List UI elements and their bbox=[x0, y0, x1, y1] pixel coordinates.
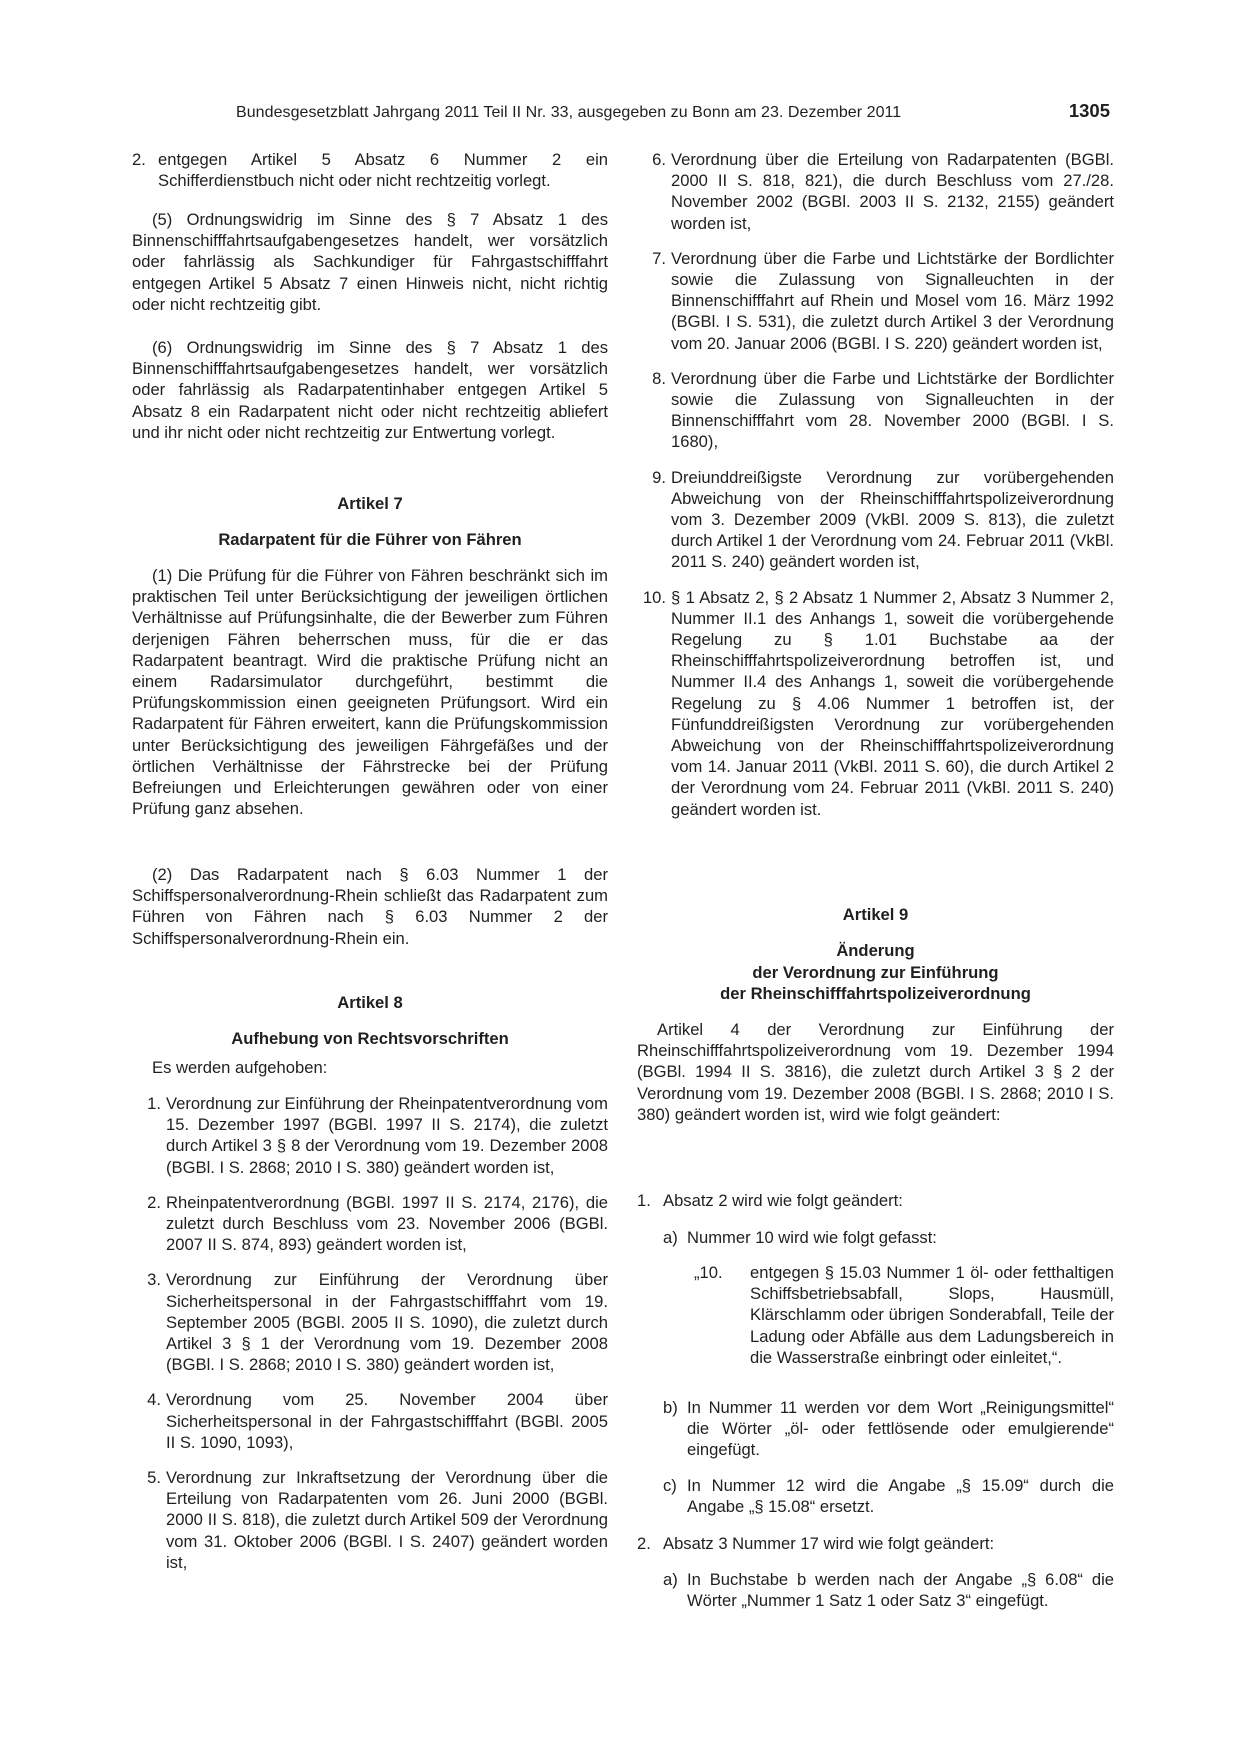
item-text: Nummer 10 wird wie folgt gefasst: bbox=[687, 1228, 937, 1247]
item-number: „10. bbox=[694, 1263, 723, 1282]
list-item bbox=[132, 1192, 608, 1256]
item-letter: c) bbox=[663, 1476, 677, 1495]
item-letter: a) bbox=[663, 1228, 678, 1247]
repealed-list bbox=[132, 1093, 608, 1587]
item-text: Absatz 3 Nummer 17 wird wie folgt geändert: bbox=[663, 1534, 995, 1553]
item-number: 10. bbox=[642, 587, 666, 607]
list-item bbox=[637, 467, 1114, 573]
list-item bbox=[663, 1475, 1114, 1517]
item-number: 4. bbox=[147, 1390, 161, 1410]
article-7-heading: Artikel 7 bbox=[337, 494, 403, 513]
item-text: Verordnung zur Inkraftsetzung der Verordnung über die Erteilung von Radarpatenten vom 26. Juni 2000 (BGBl. 2000 II S. 818), die zuletzt durch Artikel 509 der Verordnung vom 31. Oktober 2006 (BGBl. I S. 2407) geändert worden ist, bbox=[166, 1468, 608, 1572]
list-item bbox=[637, 587, 1114, 820]
item-text: Verordnung vom 25. November 2004 über Sicherheitspersonal in der Fahrgastschifffahrt (BGBl. 2005 II S. 1090, 1093), bbox=[166, 1390, 608, 1452]
item-number: 9. bbox=[652, 467, 666, 487]
list-item bbox=[637, 1533, 1114, 1554]
item-number: 1. bbox=[637, 1191, 651, 1210]
header-title: Bundesgesetzblatt Jahrgang 2011 Teil II Nr. 33, ausgegeben zu Bonn am 23. Dezember 2011 bbox=[236, 104, 902, 121]
item-text: Dreiunddreißigste Verordnung zur vorübergehenden Abweichung von der Rheinschifffahrtspolizeiverordnung vom 3. Dezember 2009 (VkBl. 2009 S. 813), die zuletzt durch Artikel 1 der Verordnung vom 24. Februar 2011 (VkBl. 2011 S. 240) geändert worden ist, bbox=[671, 467, 1114, 572]
list-item bbox=[132, 1467, 608, 1573]
article-7-paragraph-2: (2) Das Radarpatent nach § 6.03 Nummer 1 der Schiffspersonalverordnung-Rhein schließt das Radarpatent zum Führen von Fähren nach § 6.03 Nummer 2 der Schiffspersonalverordnung-Rhein ein. bbox=[132, 865, 608, 948]
list-item bbox=[663, 1569, 1114, 1611]
item-number: 2. bbox=[132, 150, 146, 169]
article-9-title-line: der Rheinschifffahrtspolizeiverordnung bbox=[720, 984, 1031, 1003]
article-9-title-line: Änderung bbox=[836, 941, 915, 960]
item-number: 5. bbox=[147, 1468, 161, 1488]
article-9-title bbox=[637, 940, 1114, 1005]
item-text: Verordnung über die Farbe und Lichtstärke der Bordlichter sowie die Zulassung von Signalleuchten in der Binnenschifffahrt auf Rhein und Mosel vom 16. März 1992 (BGBl. I S. 531), die zuletzt durch Artikel 3 der Verordnung vom 20. Januar 2006 (BGBl. I S. 220) geändert worden ist, bbox=[671, 248, 1114, 353]
list-item bbox=[132, 1269, 608, 1375]
item-text: Rheinpatentverordnung (BGBl. 1997 II S. 2174, 2176), die zuletzt durch Beschluss vom 23. November 2006 (BGBl. 2007 II S. 874, 893) geändert worden ist, bbox=[166, 1192, 608, 1255]
list-item bbox=[637, 1190, 1114, 1211]
list-item bbox=[132, 1093, 608, 1178]
item-text: Verordnung zur Einführung der Verordnung über Sicherheitspersonal in der Fahrgastschifffahrt vom 19. September 2005 (BGBl. 2005 II S. 1090), die zuletzt durch Artikel 3 § 1 der Verordnung vom 19. Dezember 2008 (BGBl. I S. 2868; 2010 I S. 380) geändert worden ist, bbox=[166, 1270, 608, 1375]
item-letter: b) bbox=[663, 1398, 678, 1417]
item-text: entgegen Artikel 5 Absatz 6 Nummer 2 ein Schifferdienstbuch nicht oder nicht rechtzeitig vorlegt. bbox=[158, 150, 608, 191]
item-number: 2. bbox=[147, 1192, 161, 1212]
item-text: In Nummer 11 werden vor dem Wort „Reinigungsmittel“ die Wörter „öl- oder fettlösende oder emulgierende“ eingefügt. bbox=[687, 1398, 1114, 1460]
item-text: In Buchstabe b werden nach der Angabe „§ 6.08“ die Wörter „Nummer 1 Satz 1 oder Satz 3“ eingefügt. bbox=[687, 1570, 1114, 1611]
item-text: Verordnung über die Farbe und Lichtstärke der Bordlichter sowie die Zulassung von Signalleuchten in der Binnenschifffahrt vom 28. November 2000 (BGBl. I S. 1680), bbox=[671, 368, 1114, 452]
paragraph-5: (5) Ordnungswidrig im Sinne des § 7 Absatz 1 des Binnenschifffahrtsaufgabengesetzes handelt, wer vorsätzlich oder fahrlässig als Sachkundiger für Fahrgastschifffahrt entgegen Artikel 5 Absatz 7 einen Hinweis nicht, nicht richtig oder nicht rechtzeitig gibt. bbox=[132, 210, 608, 314]
article-9-intro: Artikel 4 der Verordnung zur Einführung der Rheinschifffahrtspolizeiverordnung vom 19. Dezember 1994 (BGBl. 1994 II S. 3816), die zuletzt durch Artikel 3 § 2 der Verordnung vom 19. Dezember 2008 (BGBl. I S. 2868; 2010 I S. 380) geändert worden ist, wird wie folgt geändert: bbox=[637, 1020, 1114, 1124]
list-item bbox=[637, 368, 1114, 453]
page-header bbox=[236, 100, 1110, 126]
list-item bbox=[637, 149, 1114, 234]
paragraph-6: (6) Ordnungswidrig im Sinne des § 7 Absatz 1 des Binnenschifffahrtsaufgabengesetzes handelt, wer vorsätzlich oder fahrlässig als Radarpatentinhaber entgegen Artikel 5 Absatz 8 ein Radarpatent nicht oder nicht rechtzeitig abliefert und ihr nicht oder nicht rechtzeitig zur Entwertung vorlegt. bbox=[132, 338, 608, 442]
article-9-title-line: der Verordnung zur Einführung bbox=[752, 962, 999, 982]
list-item bbox=[637, 248, 1114, 354]
article-8-title: Aufhebung von Rechtsvorschriften bbox=[231, 1029, 509, 1048]
article-8-heading: Artikel 8 bbox=[337, 993, 403, 1012]
item-number: 6. bbox=[652, 150, 666, 169]
item-letter: a) bbox=[663, 1570, 678, 1589]
item-number: 1. bbox=[147, 1094, 161, 1113]
article-8-intro: Es werden aufgehoben: bbox=[152, 1058, 328, 1077]
list-item bbox=[132, 1389, 608, 1453]
article-9-heading: Artikel 9 bbox=[842, 905, 909, 924]
item-text: Verordnung über die Erteilung von Radarpatenten (BGBl. 2000 II S. 818, 821), die durch Beschluss vom 27./28. November 2002 (BGBl. 2003 II S. 2132, 2155) geändert worden ist, bbox=[671, 150, 1114, 233]
quoted-item bbox=[694, 1262, 1114, 1368]
page-number: 1305 bbox=[1068, 100, 1110, 121]
list-item bbox=[663, 1227, 1114, 1248]
item-number: 2. bbox=[637, 1534, 651, 1553]
item-number: 7. bbox=[652, 248, 666, 268]
article-7-title: Radarpatent für die Führer von Fähren bbox=[218, 530, 522, 549]
item-number: 3. bbox=[147, 1270, 161, 1290]
item-text: § 1 Absatz 2, § 2 Absatz 1 Nummer 2, Absatz 3 Nummer 2, Nummer II.1 des Anhangs 1, soweit die vorübergehende Regelung zu § 1.01 Buchstabe aa der Rheinschifffahrtspolizeiverordnung betroffen ist, und Nummer II.4 des Anhangs 1, soweit die vorübergehende Regelung zu § 4.06 Nummer 1 betroffen ist, der Fünfunddreißigsten Verordnung zur vorübergehenden Abweichung von der Rheinschifffahrtspolizeiverordnung vom 14. Januar 2011 (VkBl. 2011 S. 60), die durch Artikel 2 der Verordnung vom 24. Februar 2011 (VkBl. 2011 S. 240) geändert worden ist. bbox=[671, 587, 1114, 819]
item-text: Absatz 2 wird wie folgt geändert: bbox=[663, 1191, 903, 1210]
list-item bbox=[132, 149, 608, 191]
item-text: In Nummer 12 wird die Angabe „§ 15.09“ durch die Angabe „§ 15.08“ ersetzt. bbox=[687, 1476, 1114, 1517]
article-7-paragraph-1: (1) Die Prüfung für die Führer von Fähren beschränkt sich im praktischen Teil unter Berücksichtigung der jeweiligen örtlichen Verhältnisse auf Prüfungsinhalte, die der Bewerber zum Führen derjenigen Fähren beherrschen muss, für die er das Radarpatent beantragt. Wird die praktische Prüfung nicht an einem Radarsimulator durchgeführt, bestimmt die Prüfungskommission einen geeigneten Prüfungsort. Wird ein Radarpatent für Fähren erweitert, kann die Prüfungskommission unter Berücksichtigung des jeweiligen Fährgefäßes und der örtlichen Verhältnisse der Fährstrecke bei der Prüfung Befreiungen und Erleichterungen gewähren oder von einer Prüfung ganz absehen. bbox=[132, 566, 608, 819]
repealed-list-continued bbox=[637, 149, 1114, 834]
item-text: entgegen § 15.03 Nummer 1 öl- oder fetthaltigen Schiffsbetriebsabfall, Slops, Hausmüll, Klärschlamm oder übrigen Sonderabfall, Teile der Ladung oder Abfälle aus dem Ladungsbereich in die Wasserstraße einbringt oder einleitet,“. bbox=[750, 1263, 1114, 1367]
item-number: 8. bbox=[652, 368, 666, 388]
list-item bbox=[663, 1397, 1114, 1461]
item-text: Verordnung zur Einführung der Rheinpatentverordnung vom 15. Dezember 1997 (BGBl. 1997 II S. 2174), die zuletzt durch Artikel 3 § 8 der Verordnung vom 19. Dezember 2008 (BGBl. I S. 2868; 2010 I S. 380) geändert worden ist, bbox=[166, 1094, 608, 1177]
